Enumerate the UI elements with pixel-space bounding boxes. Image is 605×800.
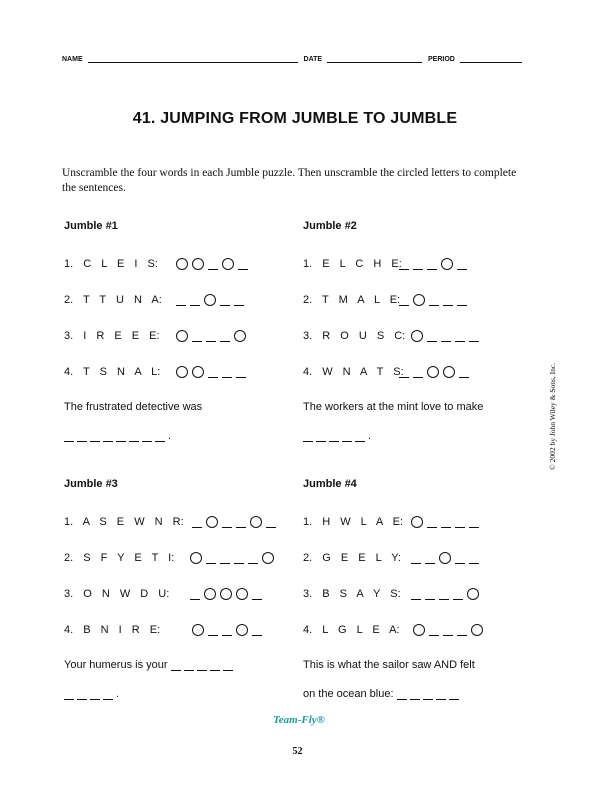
circled-letter-slot[interactable]: [443, 366, 455, 378]
letter-slot[interactable]: [252, 590, 262, 600]
answer-blank[interactable]: [64, 432, 74, 442]
answer-slots: [176, 366, 250, 378]
scrambled-word: 1. A S E W N R:: [64, 516, 184, 528]
letter-slot[interactable]: [411, 554, 421, 564]
sentence-end: .: [368, 430, 372, 442]
sentence-line-1: [303, 659, 475, 671]
scrambled-word: 4. T S N A L:: [64, 366, 161, 378]
letter-slot[interactable]: [190, 296, 200, 306]
date-label: DATE: [303, 56, 323, 63]
circled-letter-slot[interactable]: [262, 552, 274, 564]
jumble-row: [303, 292, 471, 306]
jumble-title: Jumble #2: [303, 220, 357, 232]
letter-slot[interactable]: [220, 332, 230, 342]
jumble-row: [303, 586, 483, 600]
letter-slot[interactable]: [222, 368, 232, 378]
answer-blank[interactable]: [103, 432, 113, 442]
answer-blank[interactable]: [77, 690, 87, 700]
letter-slot[interactable]: [427, 518, 437, 528]
circled-letter-slot[interactable]: [190, 552, 202, 564]
answer-slots: [176, 294, 248, 306]
letter-slot[interactable]: [248, 554, 258, 564]
letter-slot[interactable]: [425, 554, 435, 564]
page-title: 41. JUMPING FROM JUMBLE TO JUMBLE: [132, 110, 458, 127]
letter-slot[interactable]: [413, 368, 423, 378]
answer-blank[interactable]: [329, 432, 339, 442]
letter-slot[interactable]: [234, 554, 244, 564]
answer-slots: [413, 624, 487, 636]
circled-letter-slot[interactable]: [220, 588, 232, 600]
sentence-line-1: [64, 401, 202, 413]
scrambled-word: 4. W N A T S:: [303, 366, 404, 378]
circled-letter-slot[interactable]: [204, 588, 216, 600]
circled-letter-slot[interactable]: [441, 258, 453, 270]
answer-blank[interactable]: [355, 432, 365, 442]
answer-slots: [399, 258, 471, 270]
answer-blank[interactable]: [397, 690, 407, 700]
circled-letter-slot[interactable]: [439, 552, 451, 564]
sentence-text: The workers at the mint love to make: [303, 401, 484, 413]
sentence-line-2: [303, 688, 462, 700]
answer-blank[interactable]: [184, 661, 194, 671]
letter-slot[interactable]: [190, 590, 200, 600]
jumble-title: Jumble #3: [64, 478, 118, 490]
letter-slot[interactable]: [399, 296, 409, 306]
scrambled-word: 1. E L C H E:: [303, 258, 402, 270]
letter-slot[interactable]: [206, 332, 216, 342]
jumble-row: [303, 364, 473, 378]
scrambled-word: 2. G E E L Y:: [303, 552, 401, 564]
answer-slots: [176, 330, 250, 342]
circled-letter-slot[interactable]: [204, 294, 216, 306]
letter-slot[interactable]: [427, 332, 437, 342]
sentence-text: Your humerus is your: [64, 659, 168, 671]
letter-slot[interactable]: [457, 296, 467, 306]
letter-slot[interactable]: [206, 554, 216, 564]
scrambled-word: 1. C L E I S:: [64, 258, 158, 270]
jumble-row: [303, 550, 483, 564]
letter-slot[interactable]: [455, 554, 465, 564]
answer-blank[interactable]: [116, 432, 126, 442]
scrambled-word: 4. L G L E A:: [303, 624, 400, 636]
answer-blank[interactable]: [197, 661, 207, 671]
letter-slot[interactable]: [457, 260, 467, 270]
answer-blanks[interactable]: [64, 690, 116, 700]
jumble-row: [64, 256, 252, 270]
period-field[interactable]: [460, 54, 522, 63]
letter-slot[interactable]: [238, 260, 248, 270]
jumble-row: [64, 514, 280, 528]
answer-blanks[interactable]: [64, 432, 168, 442]
sentence-line-2: [64, 688, 119, 700]
letter-slot[interactable]: [220, 554, 230, 564]
jumble-title: Jumble #1: [64, 220, 118, 232]
circled-letter-slot[interactable]: [250, 516, 262, 528]
answer-blank[interactable]: [449, 690, 459, 700]
answer-blank[interactable]: [171, 661, 181, 671]
circled-letter-slot[interactable]: [176, 366, 188, 378]
letter-slot[interactable]: [425, 590, 435, 600]
answer-blank[interactable]: [316, 432, 326, 442]
answer-blank[interactable]: [155, 432, 165, 442]
footer-brand: Team-Fly®: [273, 714, 325, 726]
letter-slot[interactable]: [208, 260, 218, 270]
letter-slot[interactable]: [192, 518, 202, 528]
jumble-row: [64, 292, 248, 306]
letter-slot[interactable]: [222, 518, 232, 528]
answer-slots: [192, 624, 266, 636]
answer-blank[interactable]: [103, 690, 113, 700]
answer-blank[interactable]: [423, 690, 433, 700]
letter-slot[interactable]: [439, 590, 449, 600]
scrambled-word: 2. T T U N A:: [64, 294, 162, 306]
answer-slots: [192, 516, 280, 528]
answer-slots: [190, 552, 278, 564]
jumble-row: [64, 328, 250, 342]
page-number: 52: [292, 746, 303, 757]
scrambled-word: 3. B S A Y S:: [303, 588, 401, 600]
scrambled-word: 2. S F Y E T I:: [64, 552, 175, 564]
sentence-line-2: [303, 430, 371, 442]
sentence-line-2: [64, 430, 171, 442]
period-label: PERIOD: [427, 56, 455, 63]
scrambled-word: 3. O N W D U:: [64, 588, 170, 600]
answer-blank[interactable]: [64, 690, 74, 700]
answer-blank[interactable]: [303, 432, 313, 442]
jumble-row: [64, 622, 266, 636]
letter-slot[interactable]: [469, 518, 479, 528]
sentence-text: on the ocean blue:: [303, 688, 394, 700]
scrambled-word: 2. T M A L E:: [303, 294, 401, 306]
jumble-row: [64, 550, 278, 564]
answer-slots: [190, 588, 266, 600]
circled-letter-slot[interactable]: [467, 588, 479, 600]
circled-letter-slot[interactable]: [427, 366, 439, 378]
letter-slot[interactable]: [427, 260, 437, 270]
circled-letter-slot[interactable]: [206, 516, 218, 528]
letter-slot[interactable]: [399, 368, 409, 378]
student-info-header: [62, 54, 532, 66]
jumble-row: [303, 514, 483, 528]
jumble-title: Jumble #4: [303, 478, 357, 490]
letter-slot[interactable]: [176, 296, 186, 306]
answer-blanks[interactable]: [303, 432, 368, 442]
letter-slot[interactable]: [443, 626, 453, 636]
letter-slot[interactable]: [399, 260, 409, 270]
circled-letter-slot[interactable]: [236, 624, 248, 636]
letter-slot[interactable]: [236, 518, 246, 528]
letter-slot[interactable]: [455, 518, 465, 528]
name-label: NAME: [62, 56, 83, 63]
circled-letter-slot[interactable]: [471, 624, 483, 636]
letter-slot[interactable]: [441, 518, 451, 528]
jumble-row: [64, 586, 266, 600]
letter-slot[interactable]: [429, 626, 439, 636]
circled-letter-slot[interactable]: [234, 330, 246, 342]
answer-slots: [176, 258, 252, 270]
scrambled-word: 4. B N I R E:: [64, 624, 161, 636]
answer-blank[interactable]: [410, 690, 420, 700]
letter-slot[interactable]: [220, 296, 230, 306]
letter-slot[interactable]: [455, 332, 465, 342]
circled-letter-slot[interactable]: [411, 330, 423, 342]
circled-letter-slot[interactable]: [176, 258, 188, 270]
jumble-row: [303, 256, 471, 270]
answer-slots: [411, 330, 483, 342]
circled-letter-slot[interactable]: [413, 294, 425, 306]
circled-letter-slot[interactable]: [411, 516, 423, 528]
letter-slot[interactable]: [457, 626, 467, 636]
circled-letter-slot[interactable]: [236, 588, 248, 600]
letter-slot[interactable]: [192, 332, 202, 342]
answer-slots: [399, 366, 473, 378]
jumble-row: [303, 328, 483, 342]
letter-slot[interactable]: [234, 296, 244, 306]
circled-letter-slot[interactable]: [413, 624, 425, 636]
circled-letter-slot[interactable]: [192, 624, 204, 636]
sentence-line-1: [303, 401, 483, 413]
answer-blanks[interactable]: [171, 661, 236, 671]
letter-slot[interactable]: [469, 554, 479, 564]
circled-letter-slot[interactable]: [192, 258, 204, 270]
letter-slot[interactable]: [469, 332, 479, 342]
letter-slot[interactable]: [441, 332, 451, 342]
letter-slot[interactable]: [413, 260, 423, 270]
sentence-line-1: [64, 659, 236, 671]
answer-slots: [411, 516, 483, 528]
letter-slot[interactable]: [266, 518, 276, 528]
answer-blank[interactable]: [342, 432, 352, 442]
letter-slot[interactable]: [236, 368, 246, 378]
instructions: Unscramble the four words in each Jumble puzzle. Then unscramble the circled letters to complete the sentences.: [62, 167, 517, 194]
letter-slot[interactable]: [222, 626, 232, 636]
jumble-row: [303, 622, 487, 636]
answer-blank[interactable]: [436, 690, 446, 700]
answer-slots: [399, 294, 471, 306]
letter-slot[interactable]: [429, 296, 439, 306]
answer-blank[interactable]: [129, 432, 139, 442]
sentence-text: This is what the sailor saw AND felt: [303, 659, 475, 671]
answer-blank[interactable]: [90, 690, 100, 700]
date-field[interactable]: [327, 54, 422, 63]
letter-slot[interactable]: [411, 590, 421, 600]
answer-blank[interactable]: [223, 661, 233, 671]
letter-slot[interactable]: [252, 626, 262, 636]
answer-slots: [411, 552, 483, 564]
scrambled-word: 1. H W L A E:: [303, 516, 404, 528]
answer-blank[interactable]: [210, 661, 220, 671]
answer-blanks[interactable]: [397, 690, 462, 700]
letter-slot[interactable]: [453, 590, 463, 600]
copyright-notice: [548, 340, 562, 470]
sentence-text: The frustrated detective was: [64, 401, 203, 413]
copyright-text: © 2002 by John Wiley & Sons, Inc.: [548, 362, 557, 470]
letter-slot[interactable]: [459, 368, 469, 378]
circled-letter-slot[interactable]: [176, 330, 188, 342]
answer-blank[interactable]: [142, 432, 152, 442]
letter-slot[interactable]: [443, 296, 453, 306]
sentence-end: .: [116, 688, 120, 700]
scrambled-word: 3. I R E E E:: [64, 330, 160, 342]
scrambled-word: 3. R O U S C:: [303, 330, 406, 342]
circled-letter-slot[interactable]: [222, 258, 234, 270]
answer-slots: [411, 588, 483, 600]
letter-slot[interactable]: [208, 626, 218, 636]
name-field[interactable]: [88, 54, 298, 63]
answer-blank[interactable]: [90, 432, 100, 442]
answer-blank[interactable]: [77, 432, 87, 442]
sentence-end: .: [168, 430, 172, 442]
circled-letter-slot[interactable]: [192, 366, 204, 378]
jumble-row: [64, 364, 250, 378]
letter-slot[interactable]: [208, 368, 218, 378]
